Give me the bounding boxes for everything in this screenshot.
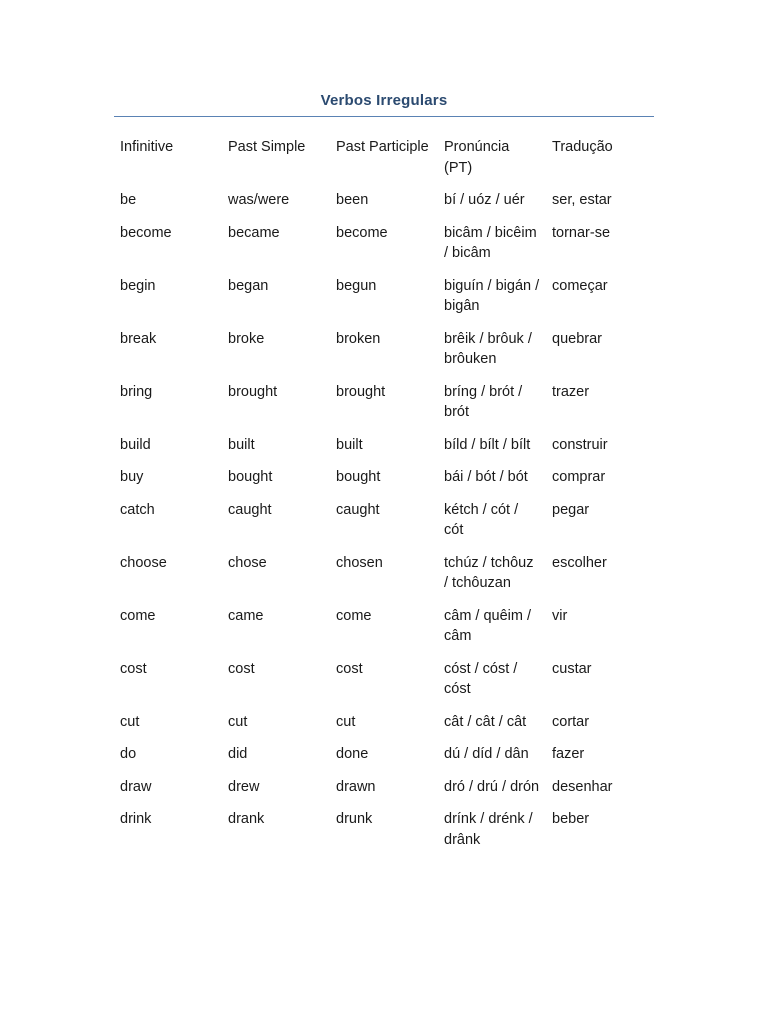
table-row	[114, 652, 654, 705]
header-past-simple: Past Simple	[228, 139, 306, 155]
cell-past-participle: drawn	[336, 778, 376, 795]
header-traducao: Tradução	[552, 139, 613, 155]
table-row	[114, 428, 654, 461]
header-past-participle: Past Participle	[336, 139, 429, 155]
cell-pronuncia: bái / bót / bót	[444, 469, 528, 485]
cell-traducao: tornar-se	[552, 224, 611, 241]
cell-traducao: construir	[552, 436, 608, 453]
cell-pronuncia: câm / quêim / câm	[444, 607, 532, 644]
header-pronuncia: Pronúncia (PT)	[444, 139, 510, 176]
header-infinitive: Infinitive	[120, 139, 174, 155]
table-row	[114, 322, 654, 375]
cell-infinitive: do	[120, 746, 137, 762]
table-row	[114, 802, 654, 855]
cell-past-simple: began	[228, 277, 269, 294]
cell-infinitive: buy	[120, 469, 144, 485]
page-title: Verbos Irregulars	[320, 92, 448, 109]
cell-past-participle: broken	[336, 330, 381, 347]
cell-traducao: fazer	[552, 746, 585, 762]
cell-traducao: começar	[552, 277, 608, 294]
cell-infinitive: build	[120, 436, 151, 453]
cell-past-simple: cost	[228, 660, 255, 677]
cell-traducao: cortar	[552, 713, 590, 730]
cell-pronuncia: bríng / brót / brót	[444, 383, 523, 420]
cell-infinitive: choose	[120, 554, 167, 571]
cell-past-simple: was/were	[228, 192, 290, 208]
cell-traducao: desenhar	[552, 778, 613, 795]
cell-infinitive: draw	[120, 778, 152, 795]
cell-infinitive: cut	[120, 713, 140, 730]
table-row	[114, 216, 654, 269]
table-row	[114, 375, 654, 428]
cell-pronuncia: tchúz / tchôuz / tchôuzan	[444, 554, 534, 591]
table-row	[114, 705, 654, 738]
table-body	[114, 183, 654, 855]
cell-past-simple: bought	[228, 469, 273, 485]
cell-past-participle: drunk	[336, 811, 373, 827]
title-underline	[114, 116, 654, 117]
cell-past-participle: bought	[336, 469, 381, 485]
cell-pronuncia: kétch / cót / cót	[444, 501, 519, 538]
table-row	[114, 737, 654, 770]
cell-pronuncia: cóst / cóst / cóst	[444, 660, 518, 697]
cell-pronuncia: dró / drú / drón	[444, 778, 540, 795]
cell-past-simple: built	[228, 436, 255, 453]
cell-infinitive: break	[120, 330, 157, 347]
cell-traducao: quebrar	[552, 330, 602, 347]
cell-past-participle: caught	[336, 501, 380, 518]
cell-past-simple: broke	[228, 330, 265, 347]
cell-past-simple: came	[228, 607, 264, 624]
cell-past-participle: built	[336, 436, 363, 453]
cell-traducao: beber	[552, 811, 590, 827]
cell-infinitive: begin	[120, 277, 156, 294]
cell-infinitive: come	[120, 607, 156, 624]
cell-past-participle: been	[336, 192, 369, 208]
cell-traducao: trazer	[552, 383, 590, 400]
cell-past-simple: became	[228, 224, 280, 241]
cell-pronuncia: bíld / bílt / bílt	[444, 436, 531, 453]
cell-infinitive: catch	[120, 501, 155, 518]
cell-infinitive: be	[120, 192, 137, 208]
cell-pronuncia: biguín / bigán / bigân	[444, 277, 540, 314]
table-row	[114, 269, 654, 322]
cell-past-simple: chose	[228, 554, 267, 571]
cell-pronuncia: bí / uóz / uér	[444, 192, 525, 208]
cell-traducao: pegar	[552, 501, 590, 518]
cell-past-participle: chosen	[336, 554, 383, 571]
table-row	[114, 183, 654, 216]
cell-pronuncia: brêik / brôuk / brôuken	[444, 330, 532, 367]
cell-infinitive: drink	[120, 811, 152, 827]
cell-pronuncia: dú / díd / dân	[444, 746, 529, 762]
table-row	[114, 460, 654, 493]
cell-past-participle: cut	[336, 713, 356, 730]
cell-past-simple: did	[228, 746, 248, 762]
table-row	[114, 770, 654, 803]
cell-past-simple: drank	[228, 811, 265, 827]
cell-infinitive: cost	[120, 660, 147, 677]
cell-traducao: comprar	[552, 469, 606, 485]
cell-pronuncia: cât / cât / cât	[444, 713, 527, 730]
cell-past-simple: cut	[228, 713, 248, 730]
cell-traducao: vir	[552, 607, 568, 624]
cell-past-participle: begun	[336, 277, 377, 294]
cell-infinitive: become	[120, 224, 172, 241]
cell-traducao: escolher	[552, 554, 607, 571]
cell-past-simple: caught	[228, 501, 272, 518]
cell-past-participle: brought	[336, 383, 386, 400]
table-row	[114, 493, 654, 546]
cell-past-participle: become	[336, 224, 388, 241]
table-row	[114, 546, 654, 599]
cell-pronuncia: bicâm / bicêim / bicâm	[444, 224, 537, 261]
cell-past-participle: come	[336, 607, 372, 624]
irregular-verbs-table	[114, 130, 654, 855]
cell-traducao: ser, estar	[552, 192, 612, 208]
cell-past-simple: brought	[228, 383, 278, 400]
table-row	[114, 599, 654, 652]
cell-pronuncia: drínk / drénk / drânk	[444, 811, 533, 848]
cell-past-participle: done	[336, 746, 369, 762]
cell-past-simple: drew	[228, 778, 260, 795]
cell-infinitive: bring	[120, 383, 153, 400]
table-header-row	[114, 130, 654, 183]
cell-traducao: custar	[552, 660, 592, 677]
cell-past-participle: cost	[336, 660, 363, 677]
